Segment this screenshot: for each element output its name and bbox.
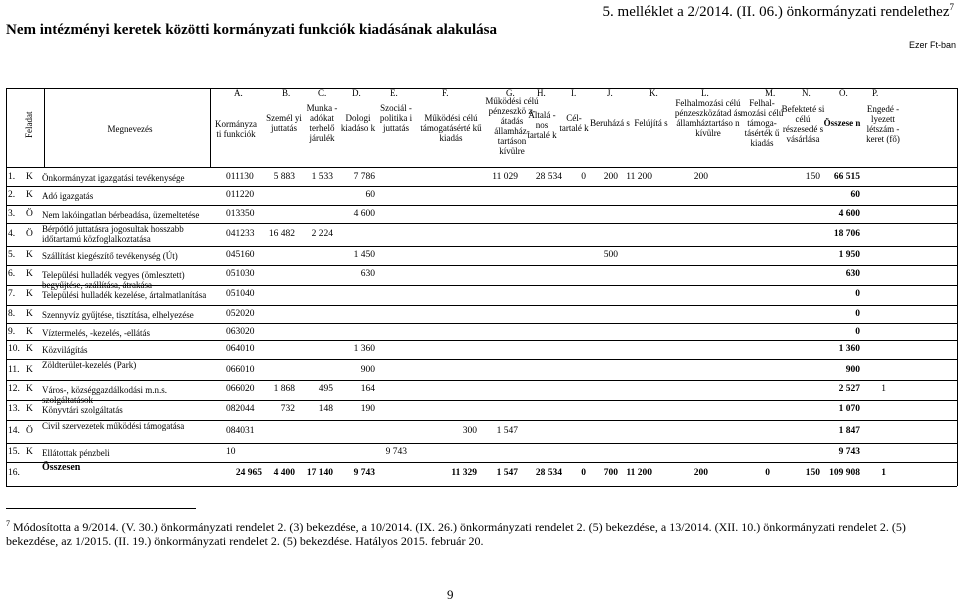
col-letter: A. — [234, 88, 243, 98]
row-13-num: 13. — [8, 404, 20, 414]
row-14-code: 084031 — [226, 426, 255, 436]
col-header-beruhazas: Beruházá s — [590, 118, 630, 128]
row-14-g: 1 547 — [496, 426, 518, 436]
col-header-befektetesi: Befekteté si célú részesedé s vásárlása — [781, 104, 825, 144]
col-header-kormanyzati: Kormányza ti funkciók — [215, 119, 257, 139]
row-16-l: 200 — [693, 468, 708, 478]
row-6-type: K — [26, 269, 33, 279]
row-8-name: Szennyvíz gyűjtése, tisztítása, elhelyezése — [42, 310, 194, 320]
col-header-mukodesi-penz: Működési célú pénzeszkö z-átadás államház- tartáson kívülre — [485, 96, 539, 156]
row-8-code: 052020 — [226, 309, 255, 319]
col-letter: H. — [537, 88, 546, 98]
table-left-border — [6, 88, 7, 486]
row-4-name: Bérpótló juttatásra jogosultak hosszabb időtartamú közfoglalkoztatása — [42, 224, 184, 244]
row-1-code: 011130 — [226, 172, 254, 182]
row-2-d: 60 — [365, 190, 375, 200]
row-9-code: 063020 — [226, 327, 255, 337]
row-16-k: 11 200 — [626, 468, 652, 478]
row-7-o: 0 — [855, 289, 860, 299]
row-1-b: 5 883 — [273, 172, 295, 182]
row-3-code: 013350 — [226, 209, 255, 219]
row-12-d: 164 — [360, 384, 375, 394]
row-6-num: 6. — [8, 269, 16, 279]
row-11-num: 11. — [8, 365, 20, 375]
row-5-d: 1 450 — [353, 250, 375, 260]
row-divider — [6, 205, 957, 206]
col-header-engedelyezett: Engedé -lyezett létszám -keret (fő) — [866, 104, 900, 144]
page-title: Nem intézményi keretek közötti kormányzati funkciók kiadásának alakulása — [6, 22, 497, 38]
row-11-type: K — [26, 365, 33, 375]
row-5-num: 5. — [8, 250, 16, 260]
col-divider — [210, 88, 211, 168]
row-9-type: K — [26, 327, 33, 337]
row-14-o: 1 847 — [838, 426, 860, 436]
row-4-o: 18 706 — [833, 229, 860, 239]
col-header-celtartalek: Cél- tartalé k — [559, 113, 589, 133]
col-header-mukodesi-tam: Működési célú támogatásérté kű kiadás — [420, 113, 482, 143]
row-13-b: 732 — [280, 404, 295, 414]
row-6-code: 051030 — [226, 269, 255, 279]
col-letter: D. — [352, 88, 361, 98]
row-1-n: 150 — [805, 172, 820, 182]
row-divider — [6, 265, 957, 266]
row-divider — [6, 323, 957, 324]
row-4-num: 4. — [8, 229, 16, 239]
row-divider — [6, 486, 957, 487]
row-3-num: 3. — [8, 209, 16, 219]
row-13-name: Könyvtári szolgáltatás — [42, 405, 123, 415]
row-12-type: K — [26, 384, 33, 394]
row-10-num: 10. — [8, 344, 20, 354]
row-2-code: 011220 — [226, 190, 255, 200]
row-12-b: 1 868 — [273, 384, 295, 394]
col-letter: I. — [571, 88, 577, 98]
row-16-j: 700 — [603, 468, 618, 478]
table-right-border — [957, 88, 958, 486]
row-divider — [6, 443, 957, 444]
row-5-type: K — [26, 250, 33, 260]
row-15-e: 9 743 — [385, 447, 407, 457]
col-header-osszesen: Összese n — [823, 118, 861, 128]
row-15-o: 9 743 — [838, 447, 860, 457]
row-13-d: 190 — [360, 404, 375, 414]
row-12-num: 12. — [8, 384, 20, 394]
row-2-type: K — [26, 190, 33, 200]
row-6-name: Települési hulladék vegyes (ömlesztett) begyűjtése, szállítása, átrakása — [42, 270, 185, 290]
col-header-szemelyi: Személ yi juttatás — [266, 113, 302, 133]
row-13-o: 1 070 — [838, 404, 860, 414]
row-4-type: Ö — [26, 229, 33, 239]
unit-label: Ezer Ft-ban — [908, 40, 956, 50]
table-top-border — [6, 88, 957, 89]
row-9-name: Víztermelés, -kezelés, -ellátás — [42, 328, 150, 338]
row-3-o: 4 600 — [838, 209, 860, 219]
row-16-d: 9 743 — [353, 468, 375, 478]
row-16-n: 150 — [805, 468, 820, 478]
row-3-name: Nem lakóingatlan bérbeadása, üzemeltetése — [42, 210, 200, 220]
row-divider — [6, 246, 957, 247]
row-10-name: Közvilágítás — [42, 345, 88, 355]
row-6-o: 630 — [845, 269, 860, 279]
row-12-c: 495 — [318, 384, 333, 394]
col-header-felhalm-penz: Felhalmozási célú pénzeszközátad ás államháztartáso n kívülre — [674, 98, 742, 138]
col-letter: J. — [607, 88, 613, 98]
row-16-g: 1 547 — [496, 468, 518, 478]
row-15-type: K — [26, 447, 33, 457]
row-2-o: 60 — [850, 190, 860, 200]
row-7-type: K — [26, 289, 33, 299]
row-12-p: 1 — [881, 384, 886, 394]
page-number: 9 — [447, 587, 454, 602]
row-10-code: 064010 — [226, 344, 255, 354]
row-7-num: 7. — [8, 289, 16, 299]
row-16-o: 109 908 — [829, 468, 860, 478]
col-header-szocialis: Szociál - politika i juttatás — [379, 103, 413, 133]
col-letter: N. — [802, 88, 811, 98]
row-16-h: 28 534 — [535, 468, 562, 478]
row-5-o: 1 950 — [838, 250, 860, 260]
row-8-num: 8. — [8, 309, 16, 319]
col-divider — [44, 88, 45, 168]
row-1-g: 11 029 — [492, 172, 518, 182]
row-9-num: 9. — [8, 327, 16, 337]
row-1-l: 200 — [693, 172, 708, 182]
row-16-p: 1 — [881, 468, 886, 478]
col-letter: P. — [872, 88, 879, 98]
row-5-code: 045160 — [226, 250, 255, 260]
row-16-i: 0 — [581, 468, 586, 478]
col-letter: B. — [282, 88, 291, 98]
col-letter: O. — [839, 88, 848, 98]
row-3-type: Ö — [26, 209, 33, 219]
footnote-separator — [6, 508, 196, 509]
row-14-type: Ö — [26, 426, 33, 436]
row-13-type: K — [26, 404, 33, 414]
row-13-c: 148 — [318, 404, 333, 414]
row-16-b: 4 400 — [273, 468, 295, 478]
col-letter: M. — [765, 88, 776, 98]
row-16-f: 11 329 — [451, 468, 477, 478]
row-16-name: Összesen — [42, 462, 81, 473]
col-letter: L. — [701, 88, 709, 98]
annex-reference: 5. melléklet a 2/2014. (II. 06.) önkormányzati rendelethez$^7$ — [602, 2, 954, 20]
header-bottom-border — [6, 167, 957, 168]
row-16-num: 16. — [8, 468, 20, 478]
row-divider — [6, 340, 957, 341]
row-1-j: 200 — [603, 172, 618, 182]
row-1-i: 0 — [581, 172, 586, 182]
row-15-name: Ellátottak pénzbeli — [42, 448, 110, 458]
row-divider — [6, 305, 957, 306]
row-1-name: Önkormányzat igazgatási tevékenysége — [42, 173, 185, 183]
row-10-type: K — [26, 344, 33, 354]
row-11-code: 066010 — [226, 365, 255, 375]
row-12-name: Város-, községgazdálkodási m.n.s. szolgáltatások — [42, 385, 167, 405]
row-4-b: 16 482 — [268, 229, 295, 239]
footnote: $^7$ Módosította a 9/2014. (V. 30.) önkormányzati rendelet 2. (3) bekezdése, a 10/2014. (IX. 26.) önkormányzati rendelet 2. (5) bekezdése, a 13/2014. (XII. 10.) önkormányzati rendelet 2. (5) bekezdése, az 1/2015. (II. 19.) önkormányzati rendelet 2. (5) bekezdése. Hatályos 2015. február 20. — [6, 519, 906, 548]
col-header-felhalm-tam: Felhal- mozási célú támoga- tásérték ű kiadás — [740, 98, 784, 148]
row-10-o: 1 360 — [838, 344, 860, 354]
row-13-code: 082044 — [226, 404, 255, 414]
row-1-c: 1 533 — [311, 172, 333, 182]
row-15-num: 15. — [8, 447, 20, 457]
row-8-o: 0 — [855, 309, 860, 319]
col-header-dologi: Dologi kiadáso k — [340, 113, 376, 133]
row-14-f: 300 — [462, 426, 477, 436]
row-14-num: 14. — [8, 426, 20, 436]
row-11-o: 900 — [845, 365, 860, 375]
row-1-o: 66 515 — [833, 172, 860, 182]
row-1-k: 11 200 — [626, 172, 652, 182]
col-letter: K. — [649, 88, 658, 98]
row-divider — [6, 380, 957, 381]
row-16-code: 24 965 — [235, 468, 262, 478]
row-16-m: 0 — [765, 468, 770, 478]
row-14-name: Civil szervezetek működési támogatása — [42, 421, 185, 431]
row-1-d: 7 786 — [353, 172, 375, 182]
row-divider — [6, 186, 957, 187]
row-4-c: 2 224 — [311, 229, 333, 239]
row-12-o: 2 527 — [838, 384, 860, 394]
col-header-megnevezes: Megnevezés — [107, 124, 153, 134]
row-10-d: 1 360 — [353, 344, 375, 354]
col-letter: E. — [390, 88, 398, 98]
row-16-c: 17 140 — [306, 468, 333, 478]
col-header-altalanos: Általá -nos tartalé k — [527, 110, 557, 140]
row-2-num: 2. — [8, 190, 16, 200]
col-letter: G. — [506, 88, 515, 98]
row-6-d: 630 — [360, 269, 375, 279]
row-1-num: 1. — [8, 172, 16, 182]
row-15-code: 10 — [226, 447, 236, 457]
row-7-name: Települési hulladék kezelése, ártalmatlanítása — [42, 290, 207, 300]
row-11-name: Zöldterület-kezelés (Park) — [42, 360, 137, 370]
row-8-type: K — [26, 309, 33, 319]
row-5-name: Szállítást kiegészítő tevékenység (Út) — [42, 251, 178, 261]
col-header-felujitas: Felújítá s — [634, 118, 668, 128]
row-1-h: 28 534 — [535, 172, 562, 182]
col-letter: F. — [442, 88, 449, 98]
row-3-d: 4 600 — [353, 209, 375, 219]
col-letter: C. — [318, 88, 327, 98]
row-9-o: 0 — [855, 327, 860, 337]
col-header-munkaado: Munka - adókat terhelő járulék — [306, 103, 338, 143]
row-12-code: 066020 — [226, 384, 255, 394]
col-header-feladat: Feladat — [24, 111, 34, 138]
row-1-type: K — [26, 172, 33, 182]
row-11-d: 900 — [360, 365, 375, 375]
row-5-j: 500 — [603, 250, 618, 260]
row-2-name: Adó igazgatás — [42, 191, 94, 201]
row-4-code: 041233 — [226, 229, 255, 239]
row-7-code: 051040 — [226, 289, 255, 299]
